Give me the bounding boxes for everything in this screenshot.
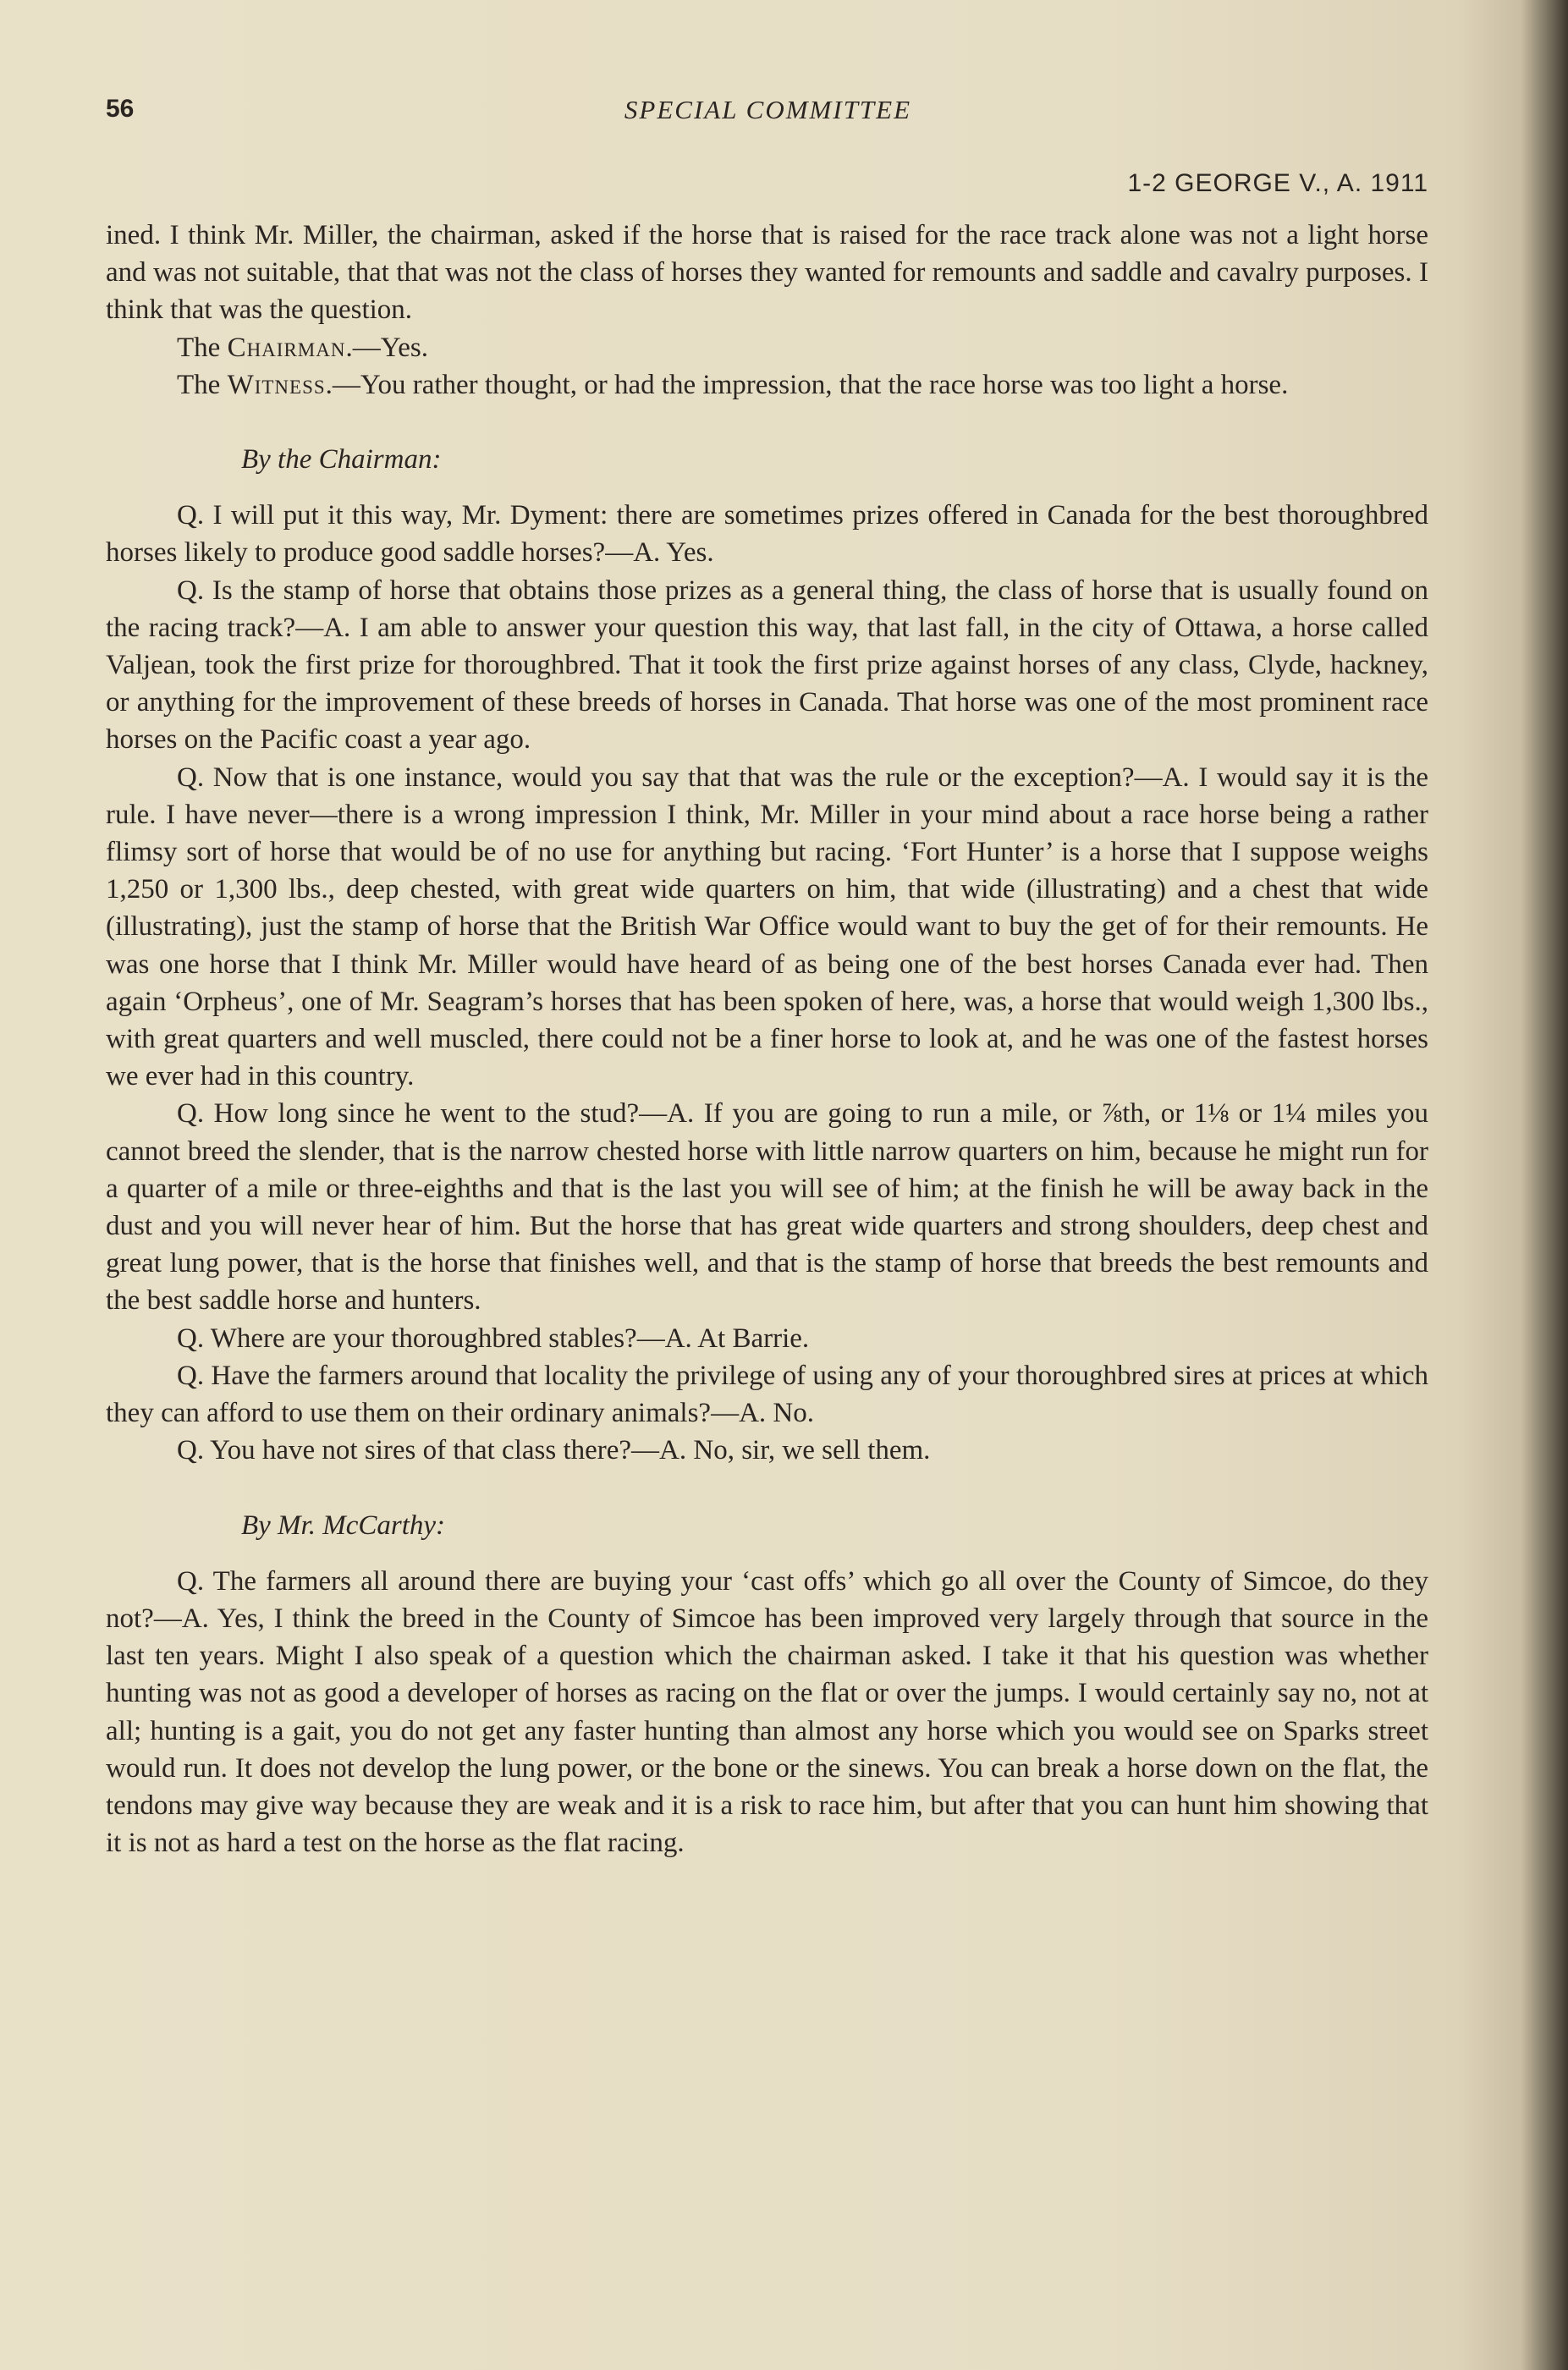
speaker-line-chairman	[106, 329, 1428, 366]
speaker-name: Witness	[227, 369, 326, 400]
paragraph: Q. I will put it this way, Mr. Dyment: there are sometimes prizes offered in Canada for the best thoroughbred horses likely to produce good saddle horses?—A. Yes.	[106, 500, 1428, 569]
paragraph: Q. You have not sires of that class there?—A. No, sir, we sell them.	[177, 1435, 931, 1466]
speaker-prefix: The	[177, 369, 221, 400]
speaker-line-witness	[106, 366, 1428, 404]
speaker-prefix: The	[177, 332, 221, 363]
examiner-heading: By the Chairman:	[241, 444, 442, 476]
paragraph: ined. I think Mr. Miller, the chairman, asked if the horse that is raised for the race track alone was not a light horse and was not suitable, that that was not the class of horses they wanted for remounts and saddle and cavalry purposes. I think that was the question.	[106, 220, 1428, 326]
paragraph: Q. How long since he went to the stud?—A. If you are going to run a mile, or ⅞th, or 1⅛ or 1¼ miles you cannot breed the slender, that is the narrow chested horse with little narrow quarters on him, because he might run for a quarter of a mile or three-eighths and that is the last you will see of him; at the finish he will be away back in the dust and you will never hear of him. But the horse that has great wide quarters and strong shoulders, deep chest and great lung power, that is the horse that finishes well, and that is the stamp of horse that breeds the best remounts and the best saddle horse and hunters.	[106, 1098, 1428, 1317]
page-header	[106, 95, 1430, 137]
page-number: 56	[106, 95, 135, 123]
paragraph: Q. The farmers all around there are buying your ‘cast offs’ which go all over the County of Simcoe, do they not?—A. Yes, I think the breed in the County of Simcoe has been improved very largely through that source in the last ten years. Might I also speak of a question which the chairman asked. I take it that his question was whether hunting was not as good a developer of horses as racing on the flat or over the jumps. I would certainly say no, not at all; hunting is a gait, you do not get any faster hunting than almost any horse which you would see on Sparks street would run. It does not develop the lung power, or the bone or the sinews. You can break a horse down on the flat, the tendons may give way because they are weak and it is a risk to race him, but after that you can hunt him showing that it is not as hard a test on the horse as the flat racing.	[106, 1565, 1428, 1859]
paragraph: Q. Where are your thoroughbred stables?—A. At Barrie.	[177, 1322, 810, 1354]
speaker-text: .—You rather thought, or had the impression, that the race horse was too light a horse.	[325, 369, 1289, 400]
paragraph: Q. Have the farmers around that locality the privilege of using any of your thoroughbred sires at prices at which they can afford to use them on their ordinary animals?—A. No.	[106, 1360, 1428, 1429]
paragraph: Q. Is the stamp of horse that obtains those prizes as a general thing, the class of horse that is usually found on the racing track?—A. I am able to answer your question this way, that last fall, in the city of Ottawa, a horse called Valjean, took the first prize for thoroughbred. That it took the first prize against horses of any class, Clyde, hackney, or anything for the improvement of these breeds of horses in Canada. That horse was one of the most prominent race horses on the Pacific coast a year ago.	[106, 575, 1428, 756]
speaker-name: Chairman	[227, 332, 346, 363]
session-label: 1-2 GEORGE V., A. 1911	[1127, 169, 1428, 197]
examiner-heading: By Mr. McCarthy:	[241, 1509, 446, 1541]
speaker-text: .—Yes.	[345, 332, 428, 363]
running-title: SPECIAL COMMITTEE	[624, 95, 912, 124]
body-text	[106, 217, 1428, 1861]
paragraph: Q. Now that is one instance, would you say that that was the rule or the exception?—A. I would say it is the rule. I have never—there is a wrong impression I think, Mr. Miller in your mind about a race horse being a rather flimsy sort of horse that would be of no use for anything but racing. ‘Fort Hunter’ is a horse that I suppose weighs 1,250 or 1,300 lbs., deep chested, with great wide quarters on him, that wide (illustrating) and a chest that wide (illustrating), just the stamp of horse that the British War Office would want to buy the get of for their remounts. He was one horse that I think Mr. Miller would have heard of as being one of the best horses Canada ever had. Then again ‘Orpheus’, one of Mr. Seagram’s horses that has been spoken of here, was, a horse that would weigh 1,300 lbs., with great quarters and well muscled, there could not be a finer horse to look at, and he was one of the fastest horses we ever had in this country.	[106, 762, 1428, 1092]
